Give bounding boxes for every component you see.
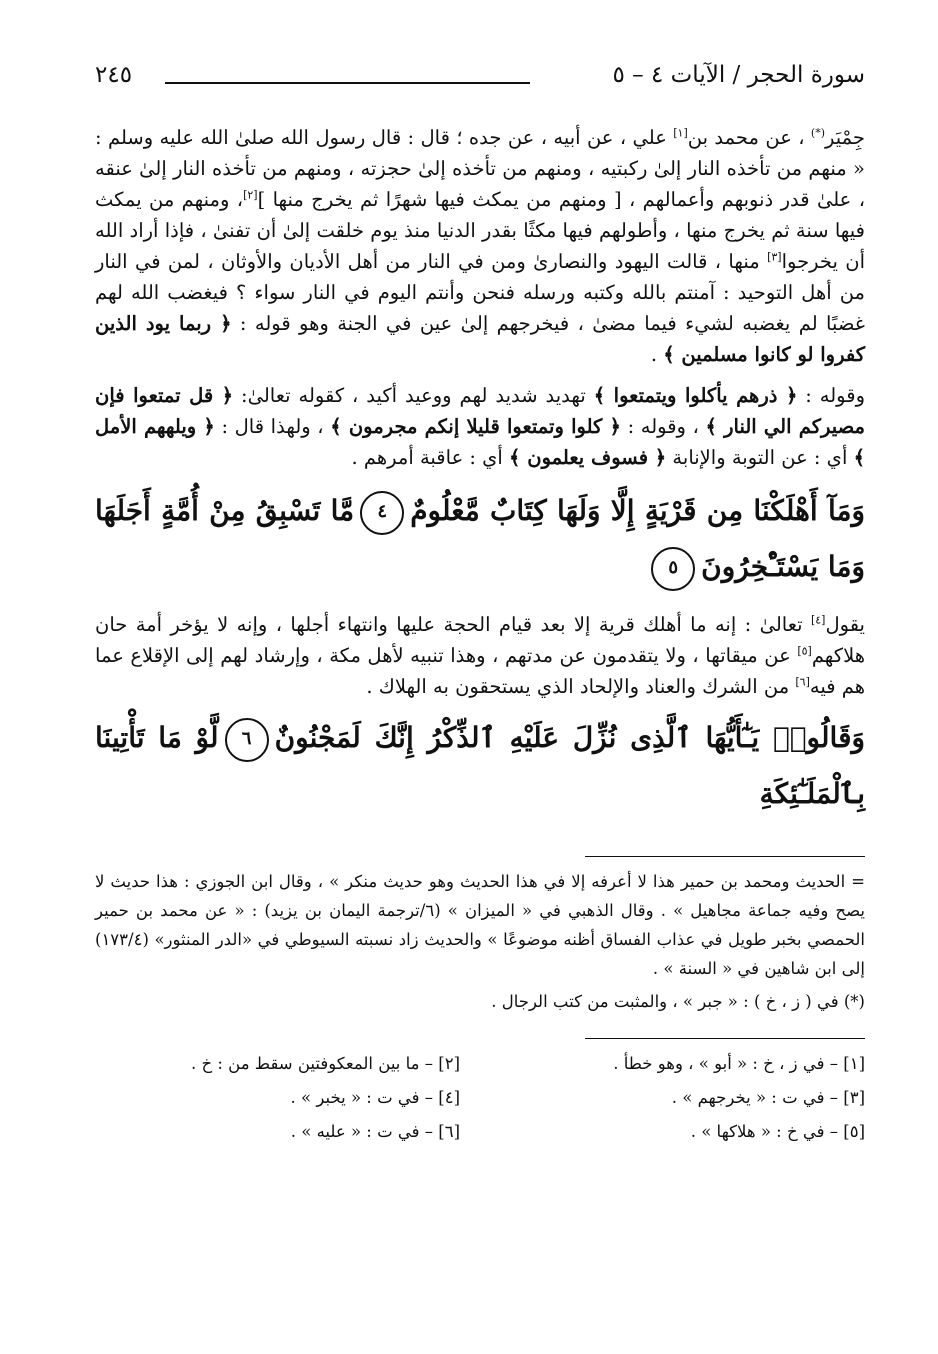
ayah-number-marker: ٦ [225, 718, 269, 762]
text-span: أي : عن التوبة والإنابة [666, 446, 854, 469]
verse-text: لَّوْ مَا تَأْتِينَا بِٱلْمَلَـٰٓئِكَةِ [95, 721, 865, 810]
text-span: منها ، قالت اليهود والنصارىٰ ومن في النار من أهل الأديان والأوثان ، لمن في النار من أهل التوحيد : آمنتم بالله وكتبه ورسله فنحن وأنتم اليوم في النار سواء ؟ فيغضب الله لهم غضبًا لم يغضبه لشيء فيما مضىٰ ، فيخرجهم إلىٰ عين في الجنة وهو قوله : [95, 250, 865, 335]
editor-note-3: [٣] – في ت : « يخرجهم » . [671, 1088, 865, 1107]
footnote-divider [585, 856, 865, 857]
editor-note-5: [٥] – في خ : « هلاكها » . [690, 1122, 865, 1141]
editor-note-6: [٦] – في ت : « عليه » . [290, 1122, 460, 1141]
quran-quote: ﴿ كلوا وتمتعوا قليلا إنكم مجرمون ﴾ [330, 415, 621, 438]
verse-text: وَقَالُوا۟ يَـٰٓأَيُّهَا ٱلَّذِى نُزِّلَ عَلَيْهِ ٱلذِّكْرُ إِنَّكَ لَمَجْنُونٌ [274, 721, 865, 754]
page-number: ٢٤٥ [95, 62, 133, 88]
footnote-marker-3: [٣] [767, 250, 782, 264]
quran-quote: ﴿ ذرهم يأكلوا ويتمتعوا ﴾ [593, 384, 798, 407]
footnote-marker-4: [٤] [810, 613, 826, 627]
editor-note-1: [١] – في ز ، خ : « أبو » ، وهو خطأ . [613, 1054, 865, 1073]
text-span: ، ولهذا قال : [214, 415, 331, 438]
text-span: علي ، عن أبيه ، عن جده ؛ قال : قال رسول الله صلىٰ الله عليه وسلم : « منهم من تأخذه النار إلىٰ ركبتيه ، ومنهم من تأخذه إلىٰ حجزته ، ومنهم من تأخذه النار إلىٰ عنقه ، علىٰ قدر ذنوبهم وأعمالهم ، [ ومنهم من يمكث فيها شهرًا ثم يخرج منها ] [95, 126, 865, 211]
text-span: أي : عاقبة أمرهم . [351, 446, 510, 469]
commentary-paragraph-3 [95, 609, 865, 702]
footnote-marker-5: [٥] [797, 644, 812, 658]
text-span: ، ومنهم من يمكث فيها سنة ثم يخرج منها ، وأطولهم فيها مكثًا بقدر الدنيا منذ يوم خلقت إلىٰ أن تفنىٰ ، فإذا أراد الله أن يخرجوا [95, 188, 865, 273]
quran-verse-6 [95, 710, 865, 822]
page-header [95, 60, 865, 100]
text-span: يقول [825, 613, 865, 636]
text-span: جِمْيَر [825, 126, 865, 149]
text-span: تعالىٰ : إنه ما أهلك قرية إلا بعد قيام الحجة عليها وانتهاء أجلها ، وإنه لا يؤخر أمة حان هلاكهم [95, 613, 865, 667]
quran-quote: ﴿ ويلههم الأمل ﴾ [95, 415, 865, 469]
footnote-continuation: = الحديث ومحمد بن حمير هذا لا أعرفه إلا في هذا الحديث وهو حديث منكر » ، وقال ابن الجوزي : هذا حديث لا يصح وفيه جماعة مجاهيل » . وقال الذهبي في « الميزان » (٦/ترجمة اليمان بن يزيد) : « عن محمد بن حمير الحمصي بخبر طويل في عذاب الفساق أظنه موضوعًا » والحديث زاد نسبته السيوطي في «الدر المنثور» (١٧٣/٤) إلى ابن شاهين في « السنة » . [95, 872, 865, 978]
text-span: ، عن محمد بن [687, 126, 811, 149]
text-span: ، وقوله : [620, 415, 706, 438]
commentary-paragraph-2 [95, 380, 865, 473]
text-span: . [650, 343, 664, 366]
text-span: من الشرك والعناد والإلحاد الذي يستحقون به الهلاك . [366, 675, 796, 698]
footnote-marker-2: [٢] [243, 188, 258, 202]
footnote-asterisk: (*) في ( ز ، خ ) : « جبر » ، والمثبت من كتب الرجال . [491, 992, 865, 1011]
text-span: عن ميقاتها ، ولا يتقدمون عن مدتهم ، وهذا تنبيه لأهل مكة ، وإرشاد لهم إلى الإقلاع عما هم فيه [95, 644, 865, 698]
footnote-marker-6: [٦] [795, 675, 810, 689]
editor-note-4: [٤] – في ت : « يخبر » . [290, 1088, 460, 1107]
verse-text: مَّا تَسْبِقُ مِنْ أُمَّةٍ أَجَلَهَا وَمَا يَسْتَـْٔخِرُونَ [95, 494, 865, 583]
text-span: تهديد شديد لهم ووعيد أكيد ، كقوله تعالىٰ: [233, 384, 594, 407]
surah-title: سورة الحجر / الآيات ٤ – ٥ [612, 62, 865, 88]
quran-quote: ﴿ ربما يود الذين كفروا لو كانوا مسلمين ﴾ [95, 312, 865, 366]
editor-notes [95, 1049, 865, 1147]
quran-quote: ﴿ فسوف يعلمون ﴾ [509, 446, 667, 469]
footnote-marker-1: [١] [673, 126, 688, 140]
ayah-number-marker: ٥ [651, 547, 695, 591]
quran-verse-4-5 [95, 483, 865, 595]
header-rule [165, 82, 530, 84]
editor-note-2: [٢] – ما بين المعكوفتين سقط من : خ . [190, 1054, 460, 1073]
editor-notes-divider [585, 1038, 865, 1039]
document-page [95, 60, 865, 1330]
commentary-paragraph-1 [95, 122, 865, 370]
verse-text: وَمَآ أَهْلَكْنَا مِن قَرْيَةٍ إِلَّا وَلَهَا كِتَابٌ مَّعْلُومٌ [410, 494, 865, 527]
quran-quote: ﴿ قل تمتعوا فإن مصيركم الي النار ﴾ [95, 384, 865, 438]
text-span: وقوله : [797, 384, 865, 407]
asterisk-marker: (*) [810, 126, 826, 140]
ayah-number-marker: ٤ [360, 491, 404, 535]
